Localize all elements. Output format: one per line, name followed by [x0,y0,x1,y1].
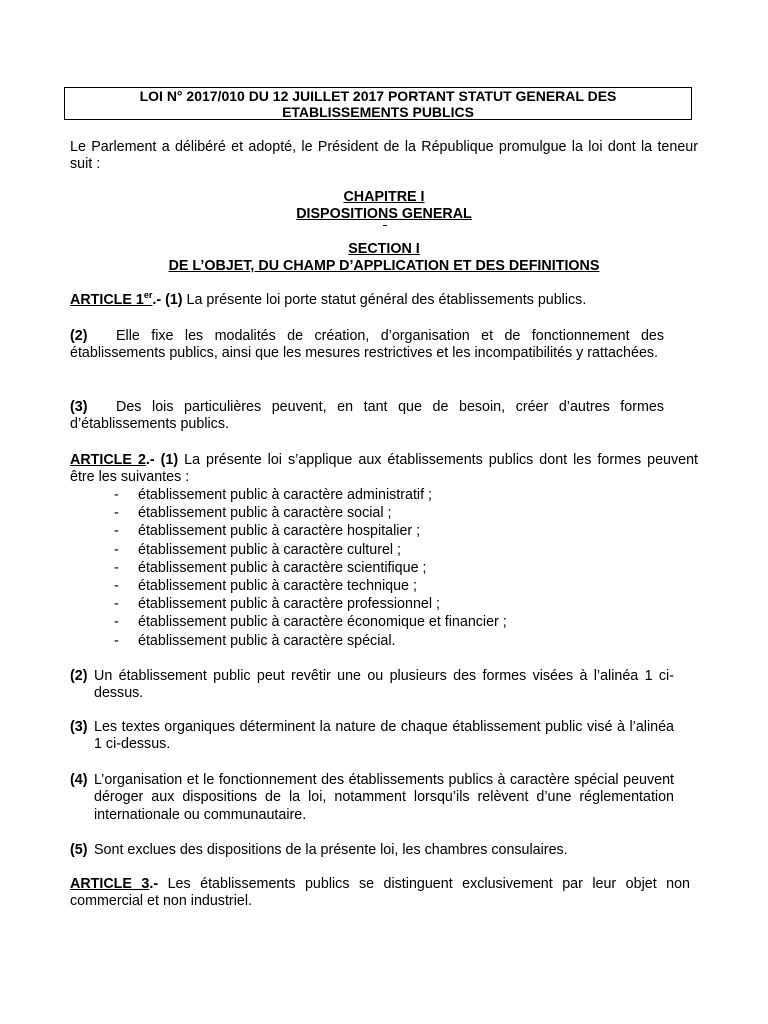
article-2-label: ARTICLE 2 [70,452,146,468]
list-item: - établissement public à caractère culturel ; [114,541,402,558]
article-3-label-tail: .- [149,876,159,892]
article-1-para-2 [70,328,664,363]
list-item: - établissement public à caractère spécial. [114,632,396,649]
article-2-item-2: (2) Un établissement public peut revêtir une ou plusieurs des formes visées à l’alinéa 1 ci-dessus. [70,668,674,702]
article-1-para-2-text: Elle fixe les modalités de création, d’organisation et de fonctionnement des établissements publics, ainsi que les mesures restrictives et les incompatibilités y rattachées. [70,328,664,362]
section-subtitle: DE L’OBJET, DU CHAMP D’APPLICATION ET DES DEFINITIONS [168,258,600,275]
law-title-box [64,87,692,120]
article-1-text: La présente loi porte statut général des établissements publics. [182,292,587,308]
list-item: - établissement public à caractère scientifique ; [114,559,427,576]
establishment-forms-list [114,487,674,651]
article-3-text: Les établissements publics se distinguent exclusivement par leur objet non commercial et non industriel. [70,876,690,910]
article-3-label: ARTICLE 3 [70,876,150,892]
article-2-item-3: (3) Les textes organiques déterminent la nature de chaque établissement public visé à l’alinéa 1 ci-dessus. [70,719,674,753]
list-item: - établissement public à caractère hospitalier ; [114,523,421,540]
chapter-heading [70,189,698,224]
article-1-para-3 [70,399,664,434]
article-2-para-1 [70,452,698,487]
list-item: - établissement public à caractère social ; [114,505,392,522]
law-title-line2: ETABLISSEMENTS PUBLICS [282,103,474,120]
article-2-item-4: (4) L’organisation et le fonctionnement des établissements publics à caractère spécial peuvent déroger aux dispositions de la loi, notamment lorsqu’ils relèvent d’une réglementation internationale ou communautaire. [70,772,674,823]
article-1-para-3-text: Des lois particulières peuvent, en tant que de besoin, créer d’autres formes d’établissements publics. [70,399,664,433]
article-3 [70,876,690,911]
law-title-line1: LOI N° 2017/010 DU 12 JUILLET 2017 PORTANT STATUT GENERAL DES [139,88,617,104]
article-1-label: ARTICLE 1er [70,290,153,308]
chapter-subtitle: DISPOSITIONS GENERAL [296,206,472,223]
chapter-number: CHAPITRE I [343,189,425,205]
article-1-para-1 [70,292,698,309]
list-item: - établissement public à caractère technique ; [114,577,417,594]
article-1-para-2-num: (2) [70,328,88,344]
list-item: - établissement public à caractère professionnel ; [114,596,440,613]
section-number: SECTION I [348,241,420,257]
list-item: - établissement public à caractère administratif ; [114,487,433,503]
preamble: Le Parlement a délibéré et adopté, le Président de la République promulgue la loi dont la teneur suit : [70,139,698,173]
article-2-label-tail: .- (1) [145,452,179,468]
section-heading [70,241,698,276]
article-1-para-3-num: (3) [70,399,88,415]
article-2-item-5: (5) Sont exclues des dispositions de la présente loi, les chambres consulaires. [70,842,568,858]
article-2-text: La présente loi s’applique aux établissements publics dont les formes peuvent être les suivantes : [70,452,698,486]
article-1-label-tail: .- (1) [152,292,183,308]
list-item: - établissement public à caractère économique et financier ; [114,614,507,631]
stray-mark [383,225,387,226]
